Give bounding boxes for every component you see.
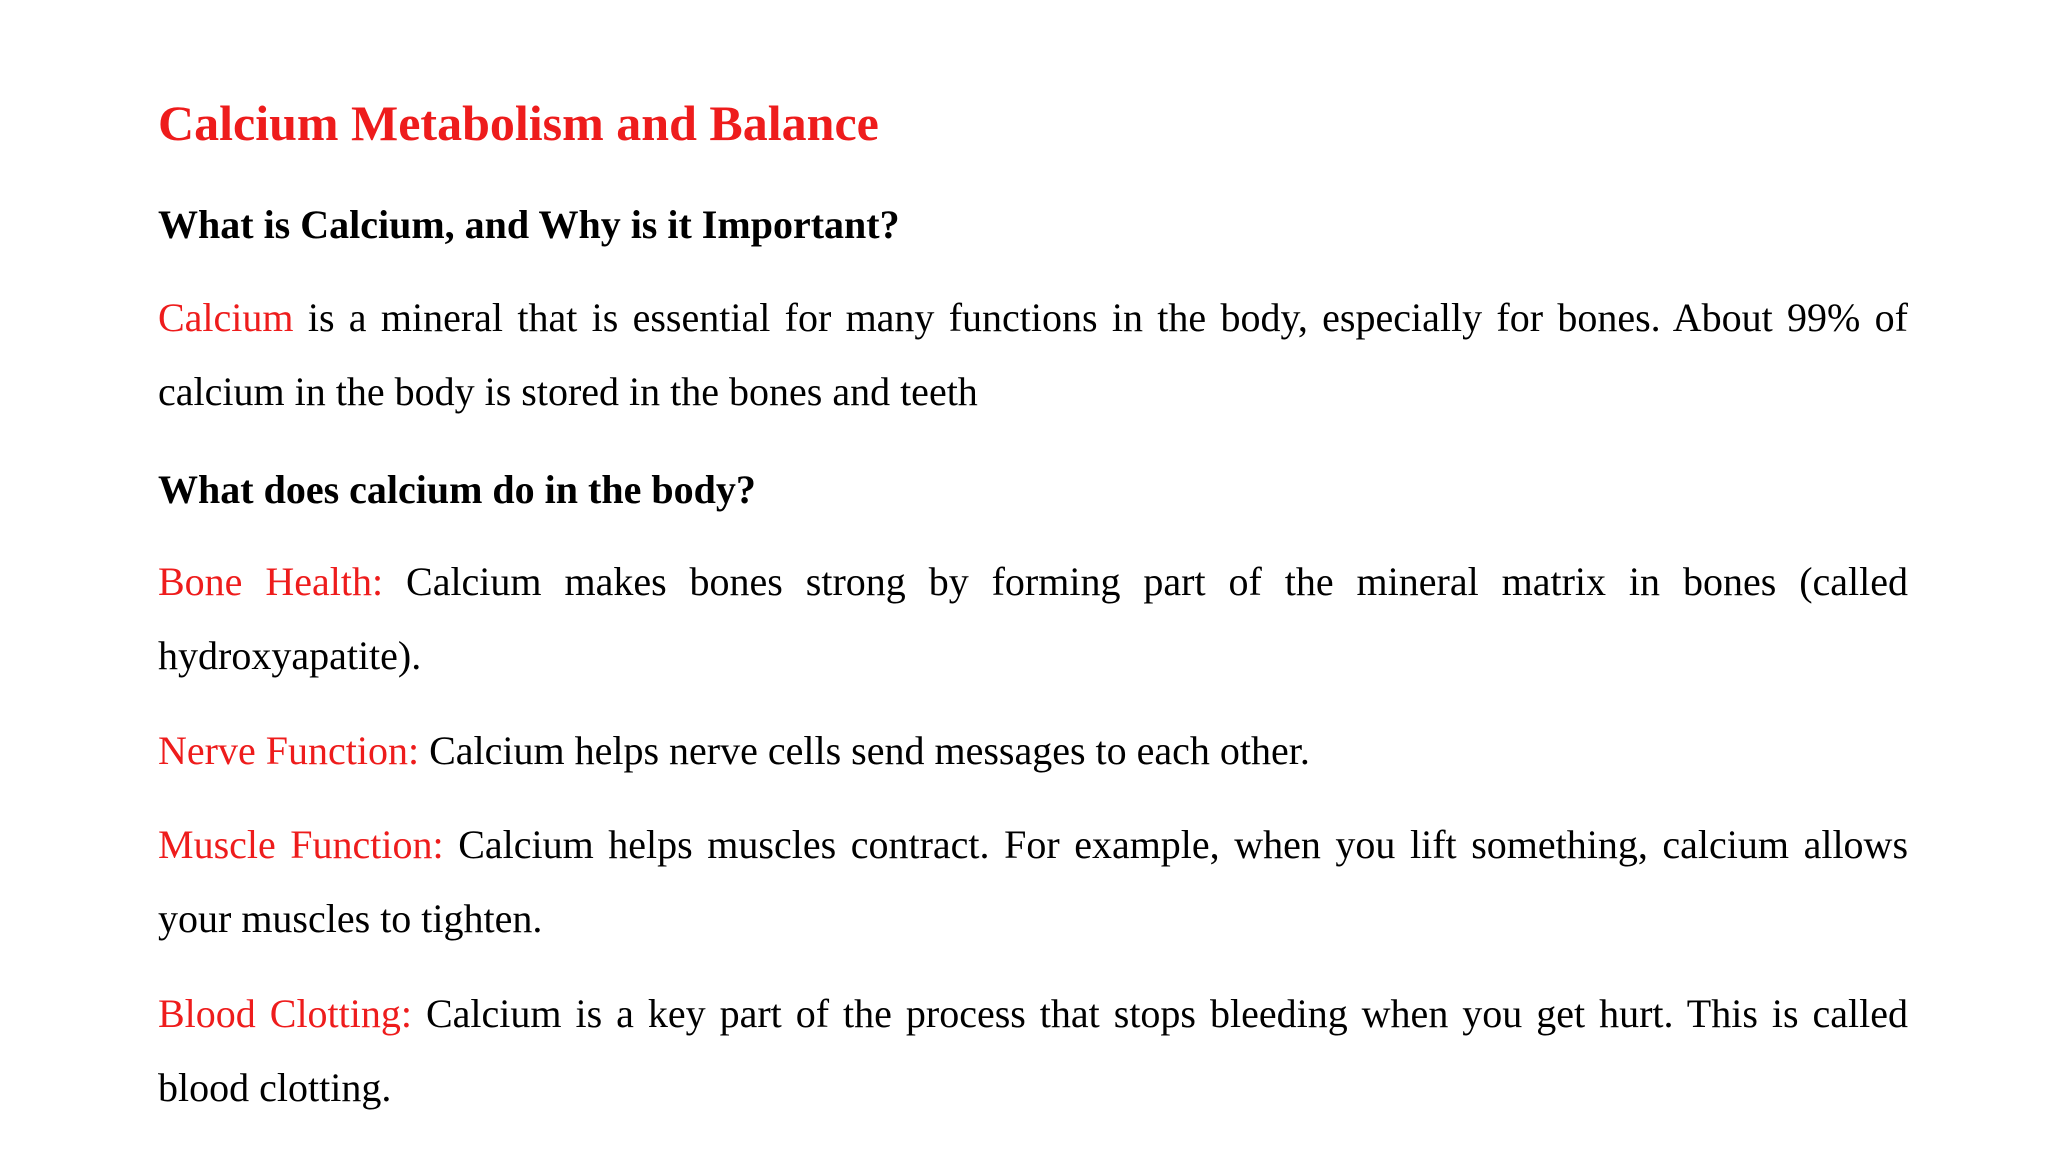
function-item-muscle-function — [158, 808, 1908, 956]
document-title: Calcium Metabolism and Balance — [158, 95, 879, 151]
term-bone-health: Bone Health: — [158, 559, 384, 604]
term-blood-clotting: Blood Clotting: — [158, 991, 413, 1036]
section-heading-importance: What is Calcium, and Why is it Important? — [158, 202, 900, 247]
term-calcium: Calcium — [158, 295, 294, 340]
section-heading-functions: What does calcium do in the body? — [158, 467, 756, 512]
function-description: Calcium is a key part of the process that stops bleeding when you get hurt. This is called blood clotting. — [158, 991, 1908, 1110]
function-item-blood-clotting — [158, 977, 1908, 1125]
function-item-nerve-function — [158, 714, 1908, 788]
term-muscle-function: Muscle Function: — [158, 822, 444, 867]
function-description: Calcium makes bones strong by forming part of the mineral matrix in bones (called hydroxyapatite). — [158, 559, 1908, 678]
function-description: Calcium helps muscles contract. For example, when you lift something, calcium allows your muscles to tighten. — [158, 822, 1909, 941]
function-description: Calcium helps nerve cells send messages to each other. — [419, 728, 1310, 773]
paragraph-text: is a mineral that is essential for many functions in the body, especially for bones. About 99% of calcium in the body is stored in the bones and teeth — [158, 295, 1908, 414]
paragraph-calcium-definition — [158, 281, 1908, 429]
term-nerve-function: Nerve Function: — [158, 728, 420, 773]
function-item-bone-health — [158, 545, 1908, 693]
